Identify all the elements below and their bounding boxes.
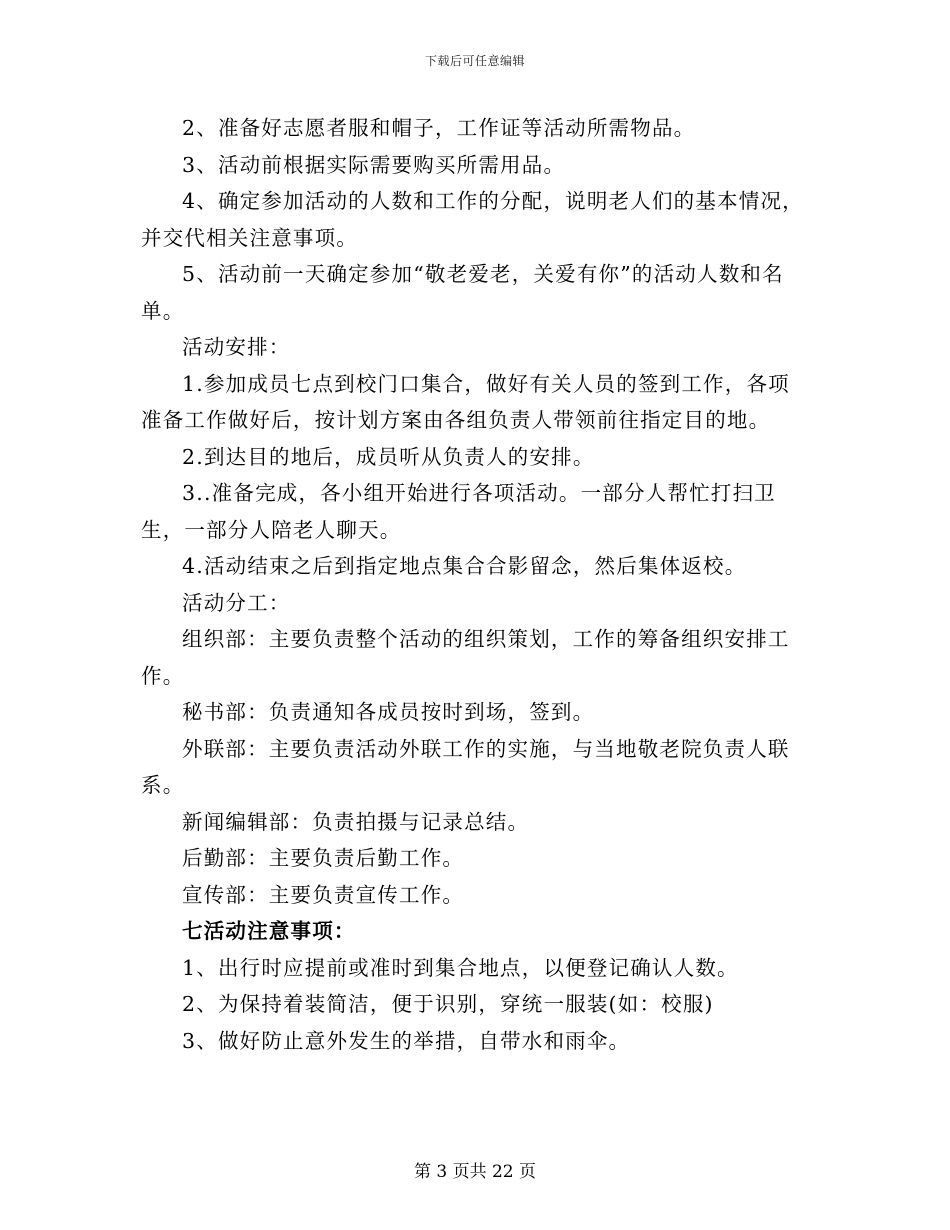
note-item-2: 2、为保持着装简洁，便于识别，穿统一服装(如：校服) bbox=[182, 992, 714, 1016]
division-logistics: 后勤部：主要负责后勤工作。 bbox=[182, 846, 465, 870]
note-item-3: 3、做好防止意外发生的举措，自带水和雨伞。 bbox=[182, 1028, 631, 1053]
schedule-item-1: 1.参加成员七点到校门口集合，做好有关人员的签到工作，各项准备工作做好后，按计划方案由各组负责人带领前往指定目的地。 bbox=[141, 371, 790, 432]
schedule-item-4: 4.活动结束之后到指定地点集合合影留念，然后集体返校。 bbox=[182, 554, 747, 578]
paragraph-item-3: 3、活动前根据实际需要购买所需用品。 bbox=[182, 152, 566, 177]
division-news: 新闻编辑部：负责拍摄与记录总结。 bbox=[182, 809, 530, 834]
page-header: 下载后可任意编辑 bbox=[424, 54, 525, 68]
division-secretariat: 秘书部：负责通知各成员按时到场，签到。 bbox=[182, 700, 595, 724]
division-liaison: 外联部：主要负责活动外联工作的实施，与当地敬老院负责人联系。 bbox=[141, 736, 790, 797]
note-item-1: 1、出行时应提前或准时到集合地点，以便登记确认人数。 bbox=[182, 955, 739, 980]
paragraph-item-4: 4、确定参加活动的人数和工作的分配，说明老人们的基本情况，并交代相关注意事项。 bbox=[141, 189, 804, 250]
schedule-item-3: 3..准备完成，各小组开始进行各项活动。一部分人帮忙打扫卫生，一部分人陪老人聊天。 bbox=[141, 481, 776, 542]
schedule-item-2: 2.到达目的地后，成员听从负责人的安排。 bbox=[182, 444, 595, 469]
paragraph-item-2: 2、准备好志愿者服和帽子，工作证等活动所需物品。 bbox=[182, 116, 696, 140]
division-organization: 组织部：主要负责整个活动的组织策划，工作的筹备组织安排工作。 bbox=[141, 627, 790, 688]
section-heading-division: 活动分工： bbox=[182, 590, 291, 615]
paragraph-item-5: 5、活动前一天确定参加“敬老爱老，关爱有你”的活动人数和名单。 bbox=[141, 262, 784, 323]
division-publicity: 宣传部：主要负责宣传工作。 bbox=[182, 882, 465, 907]
section-heading-notes: 七活动注意事项： bbox=[182, 919, 356, 943]
document-body bbox=[141, 110, 811, 1059]
page-footer: 第 3 页共 22 页 bbox=[413, 1162, 537, 1182]
section-heading-schedule: 活动安排： bbox=[182, 335, 291, 359]
